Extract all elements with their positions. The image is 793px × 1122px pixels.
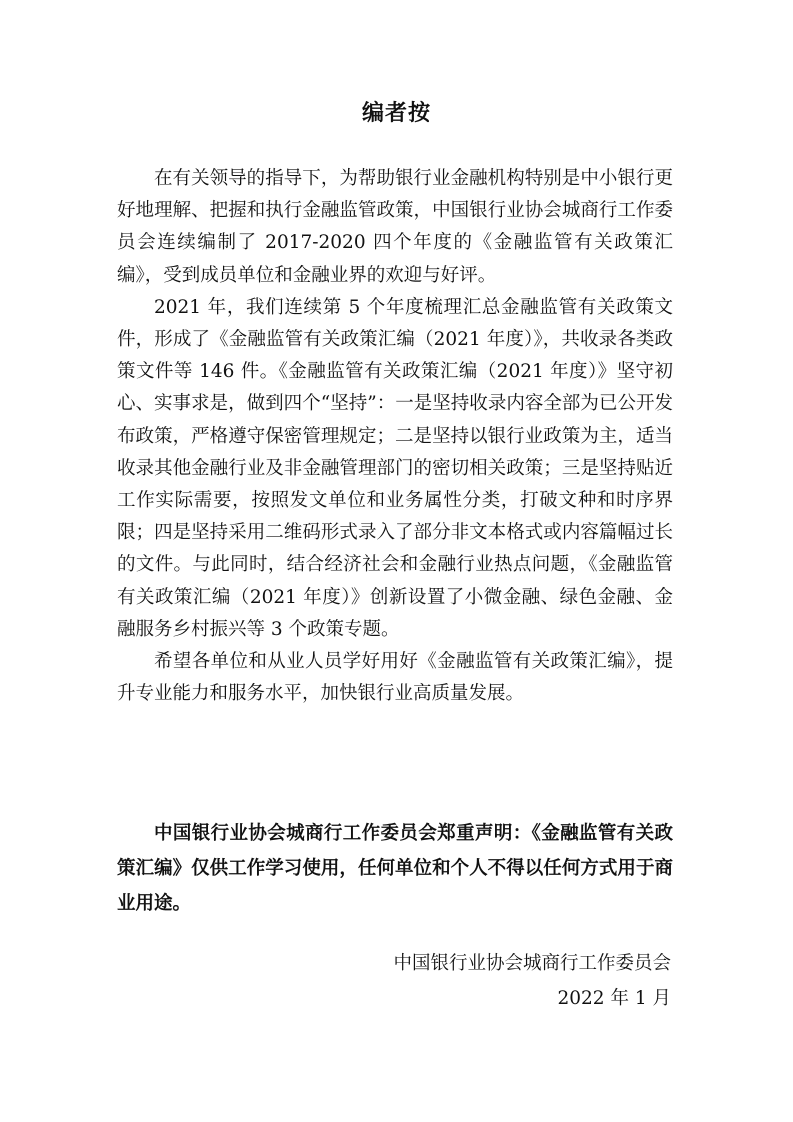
body-text <box>117 163 673 710</box>
signature-date: 2022 年 1 月 <box>557 988 671 1009</box>
paragraph-intro: 在有关领导的指导下，为帮助银行业金融机构特别是中小银行更好地理解、把握和执行金融监管政策，中国银行业协会城商行工作委员会连续编制了 2017-2020 四个年度的《金融监管有关政策汇编》，受到成员单位和金融业界的欢迎与好评。 <box>117 168 673 286</box>
signature-organization: 中国银行业协会城商行工作委员会 <box>393 953 671 974</box>
signature-block <box>117 946 671 1016</box>
copyright-notice: 中国银行业协会城商行工作委员会郑重声明：《金融监管有关政策汇编》仅供工作学习使用，任何单位和个人不得以任何方式用于商业用途。 <box>117 823 673 914</box>
paragraph-hope: 希望各单位和从业人员学好用好《金融监管有关政策汇编》，提升专业能力和服务水平，加快银行业高质量发展。 <box>117 651 673 705</box>
paragraph-2021: 2021 年，我们连续第 5 个年度梳理汇总金融监管有关政策文件，形成了《金融监管有关政策汇编（2021 年度）》，共收录各类政策文件等 146 件。《金融监管有关政策汇编（2021 年度）》坚守初心、实事求是，做到四个“坚持”：一是坚持收录内容全部为已公开发布政策，严格遵守保密管理规定；二是坚持以银行业政策为主，适当收录其他金融行业及非金融管理部门的密切相关政策；三是坚持贴近工作实际需要，按照发文单位和业务属性分类，打破文种和时序界限；四是坚持采用二维码形式录入了部分非文本格式或内容篇幅过长的文件。与此同时，结合经济社会和金融行业热点问题，《金融监管有关政策汇编（2021 年度）》创新设置了小微金融、绿色金融、金融服务乡村振兴等 3 个政策专题。 <box>117 296 673 640</box>
page-title: 编者按 <box>361 101 431 126</box>
